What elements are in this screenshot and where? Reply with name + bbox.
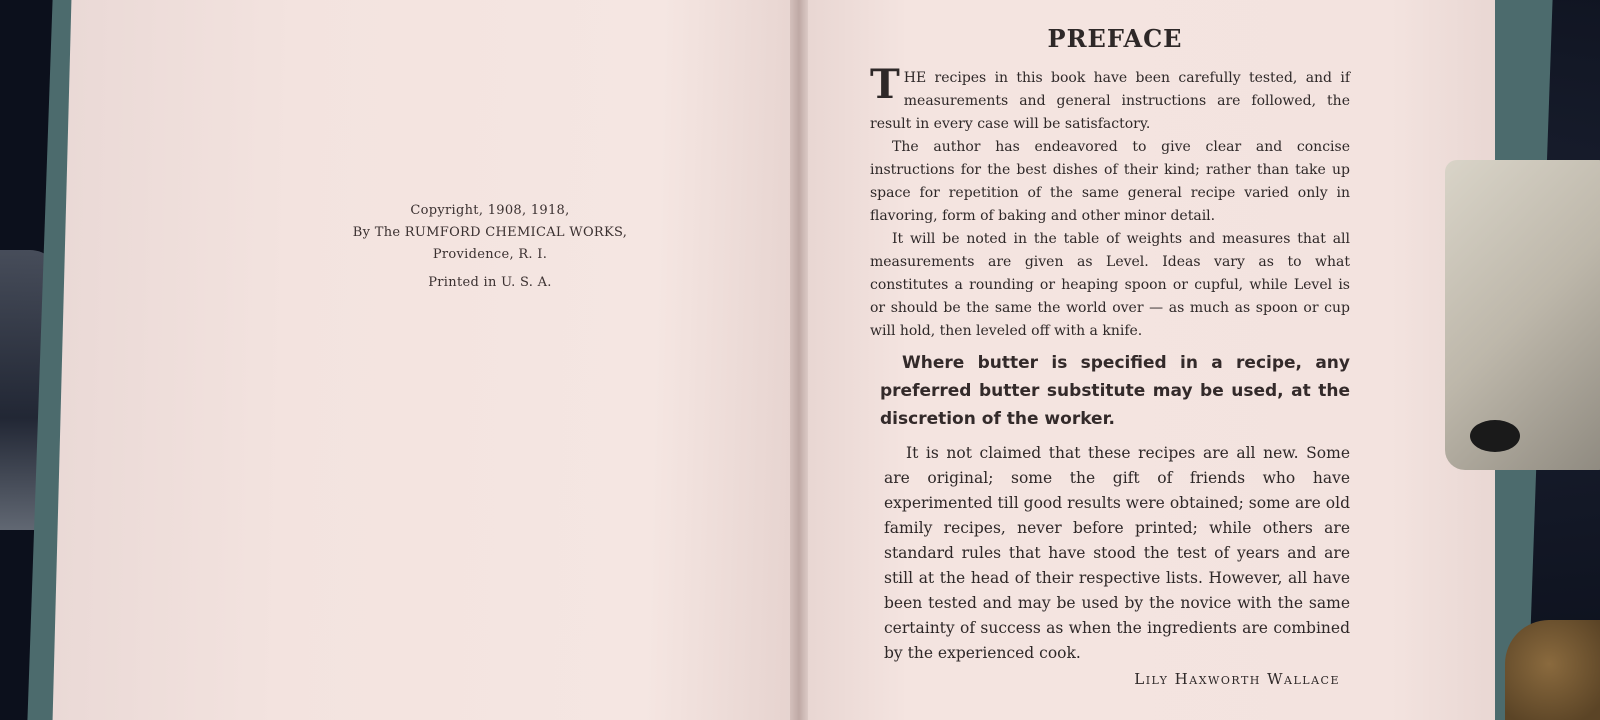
paragraph-3: It will be noted in the table of weights and measures that all measurements are given as Level. Ideas vary as to what constitutes a rounding or heaping spoon or cupful, while Level is or should be the same the world over — as much as spoon or cup will hold, then leveled off with a knife. — [870, 231, 1350, 339]
paragraph-4: Where butter is specified in a recipe, any preferred butter substitute may be used, at the discretion of the worker. — [880, 353, 1350, 429]
book-gutter — [790, 0, 808, 720]
page-title: PREFACE — [1047, 24, 1183, 53]
copyright-line-1: Copyright, 1908, 1918, — [410, 203, 570, 218]
metal-object — [1445, 160, 1600, 470]
copyright-line-3: Providence, R. I. — [432, 247, 548, 262]
left-page — [52, 0, 811, 720]
copyright-block — [300, 200, 680, 294]
metal-hole — [1470, 420, 1520, 452]
paragraph-2: The author has endeavored to give clear and concise instructions for the best dishes of their kind; rather than take up space for repetition of the same general recipe varied only in flavoring, form of baking and other minor detail. — [870, 139, 1350, 224]
printed-in: Printed in U. S. A. — [428, 275, 552, 290]
author-signature: Lily Haxworth Wallace — [1134, 670, 1340, 688]
paragraph-1-text: HE recipes in this book have been carefully tested, and if measurements and general instructions are followed, the result in every case will be satisfactory. — [870, 70, 1350, 132]
drop-cap: T — [870, 61, 900, 108]
paragraph-1 — [870, 61, 1350, 136]
copyright-line-2: By The RUMFORD CHEMICAL WORKS, — [352, 225, 628, 240]
paragraph-5: It is not claimed that these recipes are all new. Some are original; some the gift of friends who have experimented till good results were obtained; some are old family recipes, never before printed; while others are standard rules that have stood the test of years and are still at the head of their respective lists. However, all have been tested and may be used by the novice with the same certainty of success as when the ingredients are combined by the experienced cook. — [884, 444, 1350, 662]
wood-object — [1505, 620, 1600, 720]
preface-block — [870, 24, 1350, 688]
